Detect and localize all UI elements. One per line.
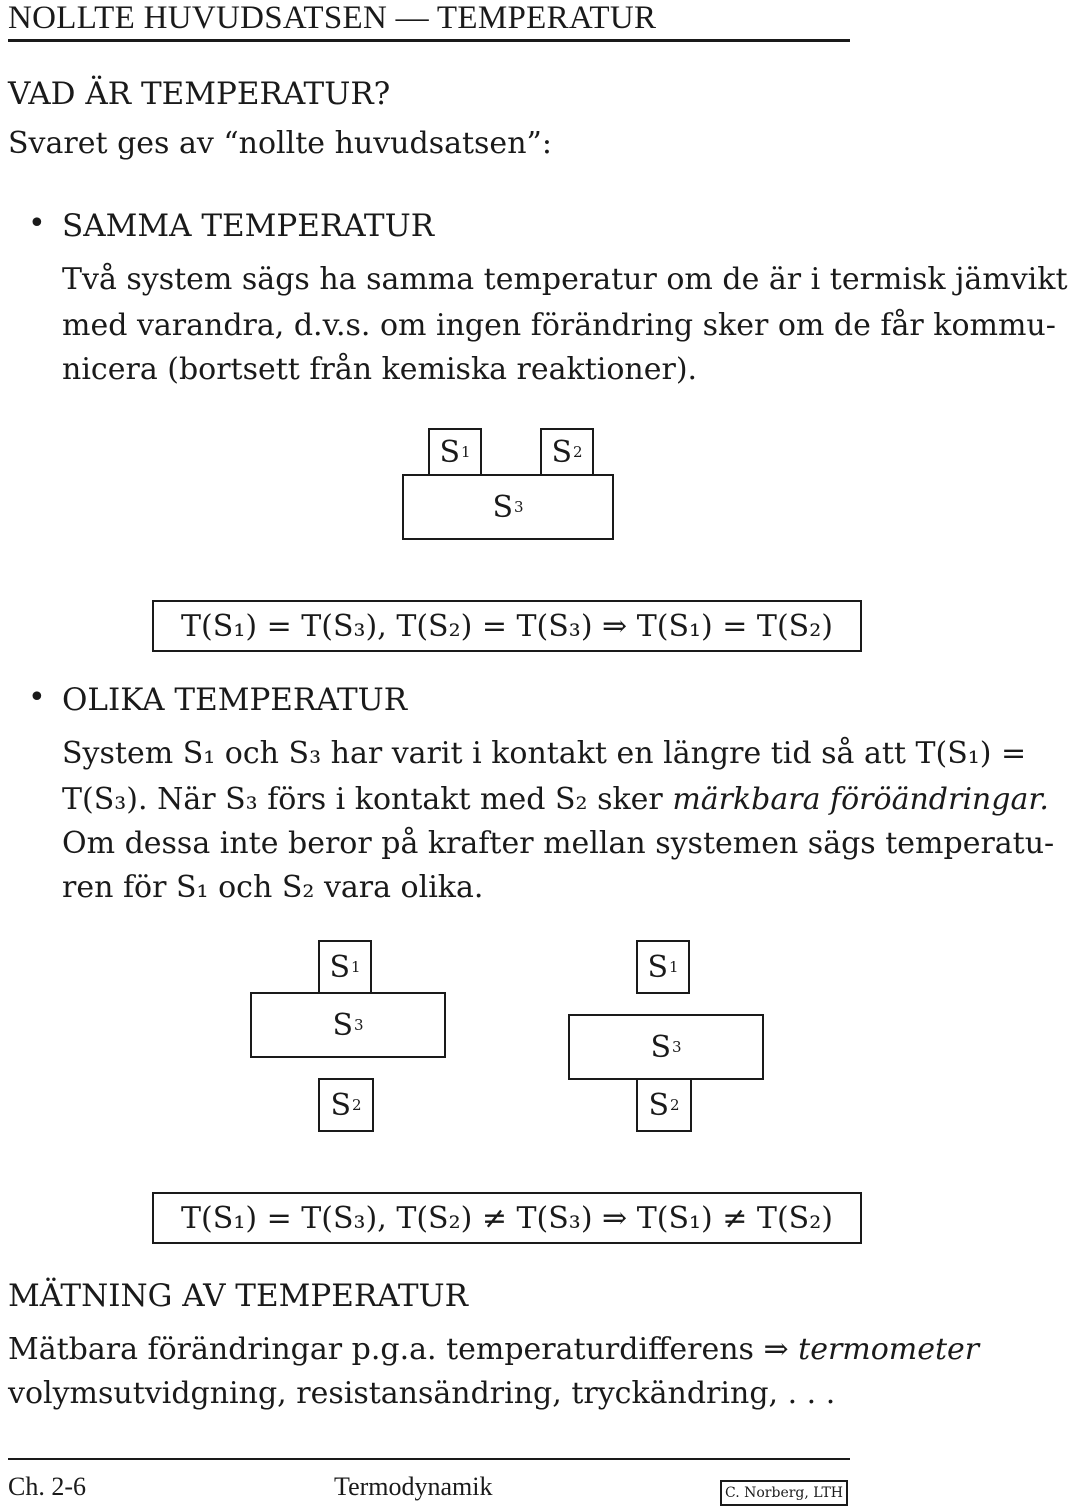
measure-heading: MÄTNING AV TEMPERATUR <box>8 1278 469 1314</box>
same-heading: SAMMA TEMPERATUR <box>62 208 435 244</box>
right-s3-subscript: 3 <box>672 1038 682 1056</box>
system-s3-box <box>402 474 614 540</box>
same-line-2: med varandra, d.v.s. om ingen förändring sker om de får kommu- <box>62 308 1056 343</box>
s1-subscript: 1 <box>461 443 471 461</box>
left-s3-label: S <box>332 1007 353 1043</box>
same-line-1: Två system sägs ha samma temperatur om de är i termisk jämvikt <box>62 262 1068 297</box>
system-s1-box <box>428 428 482 476</box>
s2-label: S <box>551 434 572 470</box>
equation-different: T(S₁) = T(S₃), T(S₂) ≠ T(S₃) ⇒ T(S₁) ≠ T(S₂) <box>152 1192 862 1244</box>
left-s3-box <box>250 992 446 1058</box>
left-s3-subscript: 3 <box>354 1016 364 1034</box>
different-line-2-emphasis: märkbara föröändringar. <box>672 782 1049 817</box>
different-line-4: ren för S₁ och S₂ vara olika. <box>62 870 484 905</box>
different-line-3: Om dessa inte beror på krafter mellan systemen sägs temperatu- <box>62 826 1055 861</box>
right-s3-label: S <box>650 1029 671 1065</box>
right-s1-label: S <box>647 949 668 985</box>
different-line-1: System S₁ och S₃ har varit i kontakt en längre tid så att T(S₁) = <box>62 736 1027 771</box>
right-s1-subscript: 1 <box>669 958 679 976</box>
title-rule <box>8 39 850 42</box>
measure-line-1 <box>8 1328 979 1372</box>
same-line-3: nicera (bortsett från kemiska reaktioner). <box>62 352 698 387</box>
left-s1-subscript: 1 <box>351 958 361 976</box>
answer-text: Svaret ges av “nollte huvudsatsen”: <box>8 126 552 161</box>
footer-rule <box>8 1458 850 1460</box>
footer-author: C. Norberg, LTH <box>720 1480 848 1506</box>
right-s2-subscript: 2 <box>670 1096 680 1114</box>
system-s2-box <box>540 428 594 476</box>
left-s2-box <box>318 1078 374 1132</box>
page-title: NOLLTE HUVUDSATSEN — TEMPERATUR <box>8 0 657 36</box>
footer-chapter: Ch. 2-6 <box>8 1472 86 1501</box>
right-s2-label: S <box>648 1087 669 1123</box>
left-s1-label: S <box>329 949 350 985</box>
left-s2-label: S <box>330 1087 351 1123</box>
bullet-different: • <box>28 680 46 715</box>
s3-label: S <box>492 489 513 525</box>
measure-line-2: volymsutvidgning, resistansändring, tryckändring, . . . <box>8 1376 836 1411</box>
s2-subscript: 2 <box>573 443 583 461</box>
right-s2-box <box>636 1078 692 1132</box>
right-s1-box <box>636 940 690 994</box>
footer-course: Termodynamik <box>334 1472 493 1501</box>
different-line-2-text: T(S₃). När S₃ förs i kontakt med S₂ sker <box>62 782 673 817</box>
left-s1-box <box>318 940 372 994</box>
s3-subscript: 3 <box>514 498 524 516</box>
measure-line-1-text: Mätbara förändringar p.g.a. temperaturdifferens ⇒ <box>8 1332 799 1367</box>
s1-label: S <box>439 434 460 470</box>
right-s3-box <box>568 1014 764 1080</box>
different-heading: OLIKA TEMPERATUR <box>62 682 408 718</box>
bullet-same: • <box>28 206 46 241</box>
measure-line-1-emphasis: termometer <box>798 1332 980 1367</box>
different-line-2 <box>62 778 1049 822</box>
question-heading: VAD ÄR TEMPERATUR? <box>8 76 391 112</box>
left-s2-subscript: 2 <box>352 1096 362 1114</box>
equation-same: T(S₁) = T(S₃), T(S₂) = T(S₃) ⇒ T(S₁) = T(S₂) <box>152 600 862 652</box>
